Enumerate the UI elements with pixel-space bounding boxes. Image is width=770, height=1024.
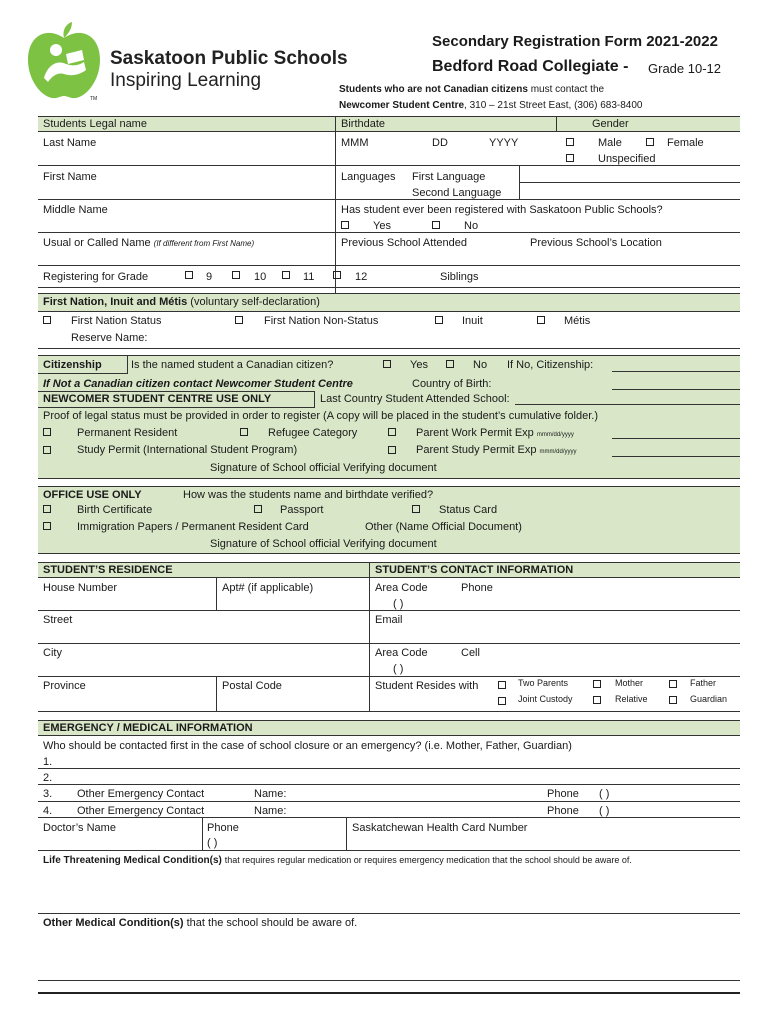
proof-notice: Proof of legal status must be provided in order to register (A copy will be placed in the student’s cumulative folder.)	[43, 410, 598, 422]
cell-paren: ( )	[393, 663, 404, 675]
country-of-birth-label[interactable]: Country of Birth:	[412, 378, 492, 390]
province-label[interactable]: Province	[43, 680, 86, 692]
citizen-no-label: No	[473, 359, 488, 371]
not-canadian-note: If Not a Canadian citizen contact Newcomer Student Centre	[43, 378, 353, 390]
female-label: Female	[667, 137, 704, 149]
registered-no-checkbox[interactable]	[432, 221, 440, 229]
guardian-label: Guardian	[690, 694, 728, 704]
street-label[interactable]: Street	[43, 614, 73, 626]
last-name-label[interactable]: Last Name	[43, 137, 97, 149]
cell-label[interactable]: Cell	[461, 647, 480, 659]
contact-4-name-label[interactable]: Name:	[254, 805, 287, 817]
immigration-label: Immigration Papers / Permanent Resident Card	[77, 521, 309, 533]
contact-4-label: Other Emergency Contact	[77, 805, 205, 817]
registered-question: Has student ever been registered with Saskatoon Public Schools?	[341, 204, 663, 216]
org-name: Saskatoon Public Schools	[110, 48, 348, 69]
office-signature-label[interactable]: Signature of School official Verifying document	[210, 538, 437, 550]
phone-label[interactable]: Phone	[461, 582, 493, 594]
last-country-label[interactable]: Last Country Student Attended School:	[320, 393, 510, 405]
permanent-resident-label: Permanent Resident	[77, 427, 178, 439]
inuit-label: Inuit	[462, 315, 483, 327]
second-language-label[interactable]: Second Language	[412, 187, 502, 199]
fn-status-label: First Nation Status	[71, 315, 162, 327]
residence-title: STUDENT’S RESIDENCE	[43, 564, 173, 576]
office-use-title: OFFICE USE ONLY	[43, 489, 142, 501]
birthdate-label: Birthdate	[341, 118, 386, 130]
birth-cert-label: Birth Certificate	[77, 504, 153, 516]
if-no-citizenship-label: If No, Citizenship:	[507, 359, 594, 371]
citizen-yes-checkbox[interactable]	[383, 360, 391, 368]
area-code-2-label[interactable]: Area Code	[375, 647, 428, 659]
form-title: Secondary Registration Form 2021-2022	[432, 33, 718, 50]
grade-10-checkbox[interactable]	[232, 271, 240, 279]
grade-10-label: 10	[254, 271, 267, 283]
area-code-label[interactable]: Area Code	[375, 582, 428, 594]
registered-no-label: No	[464, 220, 479, 232]
metis-checkbox[interactable]	[537, 316, 545, 324]
mother-label: Mother	[615, 678, 644, 688]
gender-label: Gender	[592, 118, 629, 130]
usual-name-label[interactable]: Usual or Called Name (If different from First Name)	[43, 237, 255, 249]
emergency-title: EMERGENCY / MEDICAL INFORMATION	[43, 722, 253, 734]
birth-day-label[interactable]: DD	[432, 137, 448, 149]
passport-checkbox[interactable]	[254, 505, 262, 513]
contact-3-phone-label[interactable]: Phone	[547, 788, 579, 800]
doctor-name-label[interactable]: Doctor’s Name	[43, 822, 116, 834]
middle-name-label[interactable]: Middle Name	[43, 204, 108, 216]
parent-study-label: Parent Study Permit Exp mmm/dd/yyyy	[416, 444, 577, 456]
grade-11-checkbox[interactable]	[282, 271, 290, 279]
grade-9-checkbox[interactable]	[185, 271, 193, 279]
female-checkbox[interactable]	[646, 138, 654, 146]
city-label[interactable]: City	[43, 647, 62, 659]
passport-label: Passport	[280, 504, 324, 516]
previous-school-label[interactable]: Previous School Attended	[341, 237, 467, 249]
verified-question: How was the students name and birthdate verified?	[183, 489, 434, 501]
contact-4-phone-label[interactable]: Phone	[547, 805, 579, 817]
contact-3-number: 3.	[43, 788, 53, 800]
trademark: TM	[90, 96, 98, 102]
reserve-name-label[interactable]: Reserve Name:	[71, 332, 148, 344]
birth-month-label[interactable]: MMM	[341, 137, 369, 149]
grade-9-label: 9	[206, 271, 213, 283]
ncc-use-only-title: NEWCOMER STUDENT CENTRE USE ONLY	[43, 393, 272, 405]
doctor-phone-paren: ( )	[207, 837, 218, 849]
grade-range: Grade 10-12	[648, 61, 721, 76]
contact-2-label[interactable]: 2.	[43, 772, 53, 784]
relative-label: Relative	[615, 694, 648, 704]
work-permit-label: Parent Work Permit Exp mmm/dd/yyyy	[416, 427, 574, 439]
legal-name-label: Students Legal name	[43, 118, 147, 130]
fn-status-checkbox[interactable]	[43, 316, 51, 324]
contact-3-name-label[interactable]: Name:	[254, 788, 287, 800]
unspecified-checkbox[interactable]	[566, 154, 574, 162]
fn-non-status-label: First Nation Non-Status	[264, 315, 379, 327]
fnim-title: First Nation, Inuit and Métis (voluntary self-declaration)	[43, 296, 320, 308]
citizenship-signature-label[interactable]: Signature of School official Verifying document	[210, 462, 437, 474]
apple-logo	[26, 20, 102, 100]
relative-checkbox[interactable]	[593, 696, 601, 704]
study-permit-checkbox[interactable]	[43, 446, 51, 454]
contact-3-paren: ( )	[599, 788, 610, 800]
immigration-checkbox[interactable]	[43, 522, 51, 530]
house-number-label[interactable]: House Number	[43, 582, 117, 594]
joint-custody-checkbox[interactable]	[498, 697, 506, 705]
notice-line-1: Students who are not Canadian citizens must contact the	[339, 84, 605, 95]
metis-label: Métis	[564, 315, 591, 327]
grade-12-checkbox[interactable]	[333, 271, 341, 279]
unspecified-label: Unspecified	[598, 153, 656, 165]
phone-paren: ( )	[393, 598, 404, 610]
apt-label[interactable]: Apt# (if applicable)	[222, 582, 314, 594]
registered-yes-checkbox[interactable]	[341, 221, 349, 229]
grade-11-label: 11	[303, 271, 315, 283]
contact-1-label[interactable]: 1.	[43, 756, 53, 768]
grade-12-label: 12	[355, 271, 368, 283]
registering-grade-label: Registering for Grade	[43, 271, 149, 283]
notice-line-2: Newcomer Student Centre, 310 – 21st Street East, (306) 683-8400	[339, 100, 643, 111]
birth-cert-checkbox[interactable]	[43, 505, 51, 513]
contact-3-label: Other Emergency Contact	[77, 788, 205, 800]
refugee-checkbox[interactable]	[240, 428, 248, 436]
contact-4-paren: ( )	[599, 805, 610, 817]
fn-non-status-checkbox[interactable]	[235, 316, 243, 324]
postal-code-label[interactable]: Postal Code	[222, 680, 282, 692]
birth-year-label[interactable]: YYYY	[489, 137, 519, 149]
contact-4-number: 4.	[43, 805, 53, 817]
joint-custody-label: Joint Custody	[518, 694, 573, 704]
resides-with-label: Student Resides with	[375, 680, 479, 692]
work-permit-checkbox[interactable]	[388, 428, 396, 436]
org-tagline: Inspiring Learning	[110, 70, 262, 91]
health-card-label[interactable]: Saskatchewan Health Card Number	[352, 822, 528, 834]
languages-label: Languages	[341, 171, 396, 183]
two-parents-checkbox[interactable]	[498, 681, 506, 689]
two-parents-label: Two Parents	[518, 678, 569, 688]
study-permit-label: Study Permit (International Student Program)	[77, 444, 298, 456]
school-name: Bedford Road Collegiate -	[432, 58, 629, 75]
emergency-question: Who should be contacted first in the case of school closure or an emergency? (i.e. Mother, Father, Guardian)	[43, 740, 572, 752]
first-language-label[interactable]: First Language	[412, 171, 486, 183]
previous-location-label[interactable]: Previous School’s Location	[530, 237, 662, 249]
guardian-checkbox[interactable]	[669, 696, 677, 704]
father-checkbox[interactable]	[669, 680, 677, 688]
registered-yes-label: Yes	[373, 220, 391, 232]
other-document-label[interactable]: Other (Name Official Document)	[365, 521, 522, 533]
other-medical-label[interactable]: Other Medical Condition(s) that the school should be aware of.	[43, 917, 358, 929]
citizen-yes-label: Yes	[410, 359, 428, 371]
inuit-checkbox[interactable]	[435, 316, 443, 324]
male-label: Male	[598, 137, 622, 149]
citizen-question: Is the named student a Canadian citizen?	[131, 359, 334, 371]
permanent-resident-checkbox[interactable]	[43, 428, 51, 436]
doctor-phone-label[interactable]: Phone	[207, 822, 239, 834]
status-card-label: Status Card	[439, 504, 498, 516]
siblings-label[interactable]: Siblings	[440, 271, 479, 283]
parent-study-checkbox[interactable]	[388, 446, 396, 454]
life-threatening-label[interactable]: Life Threatening Medical Condition(s) that requires regular medication or requires emergency medication that the school should be aware of.	[43, 855, 632, 866]
status-card-checkbox[interactable]	[412, 505, 420, 513]
father-label: Father	[690, 678, 717, 688]
email-label[interactable]: Email	[375, 614, 403, 626]
mother-checkbox[interactable]	[593, 680, 601, 688]
first-name-label[interactable]: First Name	[43, 171, 97, 183]
male-checkbox[interactable]	[566, 138, 574, 146]
contact-title: STUDENT’S CONTACT INFORMATION	[375, 564, 574, 576]
citizenship-title: Citizenship	[43, 359, 102, 371]
citizen-no-checkbox[interactable]	[446, 360, 454, 368]
refugee-label: Refugee Category	[268, 427, 358, 439]
